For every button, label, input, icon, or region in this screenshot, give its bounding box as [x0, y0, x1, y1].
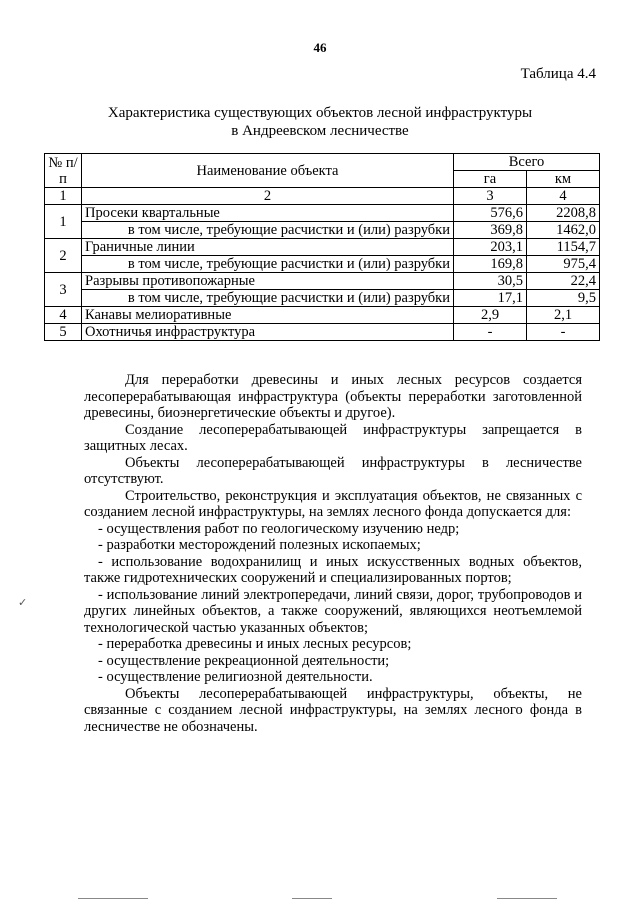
list-item: - переработка древесины и иных лесных ресурсов; [98, 636, 412, 652]
list-item: - осуществление религиозной деятельности. [98, 669, 373, 685]
body-text [84, 372, 582, 735]
paragraph: Объекты лесоперерабатывающей инфраструктуры в лесничестве отсутствуют. [84, 454, 582, 487]
row-name: Канавы мелиоративные [82, 307, 454, 324]
table-title-line-1: Характеристика существующих объектов лесной инфраструктуры [107, 105, 533, 121]
index-cell: 4 [527, 188, 600, 205]
subrow-km: 975,4 [527, 256, 600, 273]
list-item: - разработки месторождений полезных ископаемых; [98, 537, 421, 553]
header-unit-km: км [527, 171, 600, 188]
table-subrow [45, 290, 600, 307]
row-ha: 2,9 [454, 307, 527, 324]
row-km: 1154,7 [527, 239, 600, 256]
subrow-name: в том числе, требующие расчистки и (или) разрубки [82, 290, 454, 307]
table-title-line-2: в Андреевском лесничестве [231, 123, 409, 139]
paragraph: Для переработки древесины и иных лесных ресурсов создается лесоперерабатывающая инфраструктура (объекты переработки заготовленной древесины, биоэнергетические объекты и другое). [84, 372, 582, 421]
row-name: Разрывы противопожарные [82, 273, 454, 290]
subrow-ha: 17,1 [454, 290, 527, 307]
row-km: 22,4 [527, 273, 600, 290]
row-ha: 30,5 [454, 273, 527, 290]
header-num: № п/п [45, 154, 82, 188]
footer-rule [78, 898, 148, 899]
index-cell: 2 [82, 188, 454, 205]
row-ha: - [454, 324, 527, 341]
subrow-ha: 169,8 [454, 256, 527, 273]
header-name: Наименование объекта [82, 154, 454, 188]
row-name: Просеки квартальные [82, 205, 454, 222]
list-item: - использование линий электропередачи, линий связи, дорог, трубопроводов и других линейных объектов, а также сооружений, являющихся неотъемлемой технологической частью указанных объектов; [84, 586, 582, 636]
infrastructure-table [44, 153, 600, 341]
subrow-km: 1462,0 [527, 222, 600, 239]
list-item: - осуществления работ по геологическому изучению недр; [98, 520, 460, 537]
list-item: - использование водохранилищ и иных искусственных водных объектов, также гидротехнических сооружений и специализированных портов; [84, 553, 582, 586]
row-num: 2 [45, 239, 82, 273]
subrow-km: 9,5 [527, 290, 600, 307]
header-unit-ha: га [454, 171, 527, 188]
row-name: Охотничья инфраструктура [82, 324, 454, 341]
table-row [45, 205, 600, 222]
scan-mark: ✓ [18, 597, 28, 609]
page-number: 46 [313, 40, 327, 55]
row-km: - [527, 324, 600, 341]
subrow-name: в том числе, требующие расчистки и (или) разрубки [82, 256, 454, 273]
header-total: Всего [454, 154, 600, 171]
table-row [45, 239, 600, 256]
row-km: 2,1 [527, 307, 600, 324]
index-cell: 1 [45, 188, 82, 205]
row-num: 1 [45, 205, 82, 239]
table-subrow [45, 222, 600, 239]
table-row [45, 273, 600, 290]
table-row [45, 307, 600, 324]
paragraph: Строительство, реконструкция и эксплуатация объектов, не связанных с созданием лесной инфраструктуры, на землях лесного фонда допускается для: [84, 487, 582, 520]
table-row [45, 324, 600, 341]
table-title [0, 104, 640, 140]
table-header-row [45, 154, 600, 171]
row-ha: 203,1 [454, 239, 527, 256]
row-km: 2208,8 [527, 205, 600, 222]
list-item: - осуществление рекреационной деятельности; [98, 652, 390, 669]
table-label: Таблица 4.4 [520, 66, 596, 82]
paragraph: Создание лесоперерабатывающей инфраструктуры запрещается в защитных лесах. [84, 421, 582, 454]
table-subrow [45, 256, 600, 273]
row-num: 5 [45, 324, 82, 341]
table-index-row [45, 188, 600, 205]
footer-rule [292, 898, 332, 899]
row-name: Граничные линии [82, 239, 454, 256]
subrow-ha: 369,8 [454, 222, 527, 239]
row-num: 4 [45, 307, 82, 324]
row-ha: 576,6 [454, 205, 527, 222]
index-cell: 3 [454, 188, 527, 205]
paragraph: Объекты лесоперерабатывающей инфраструктуры, объекты, не связанные с созданием лесной инфраструктуры, на землях лесного фонда в лесничестве не обозначены. [84, 685, 582, 735]
footer-rule [497, 898, 557, 899]
subrow-name: в том числе, требующие расчистки и (или) разрубки [82, 222, 454, 239]
row-num: 3 [45, 273, 82, 307]
